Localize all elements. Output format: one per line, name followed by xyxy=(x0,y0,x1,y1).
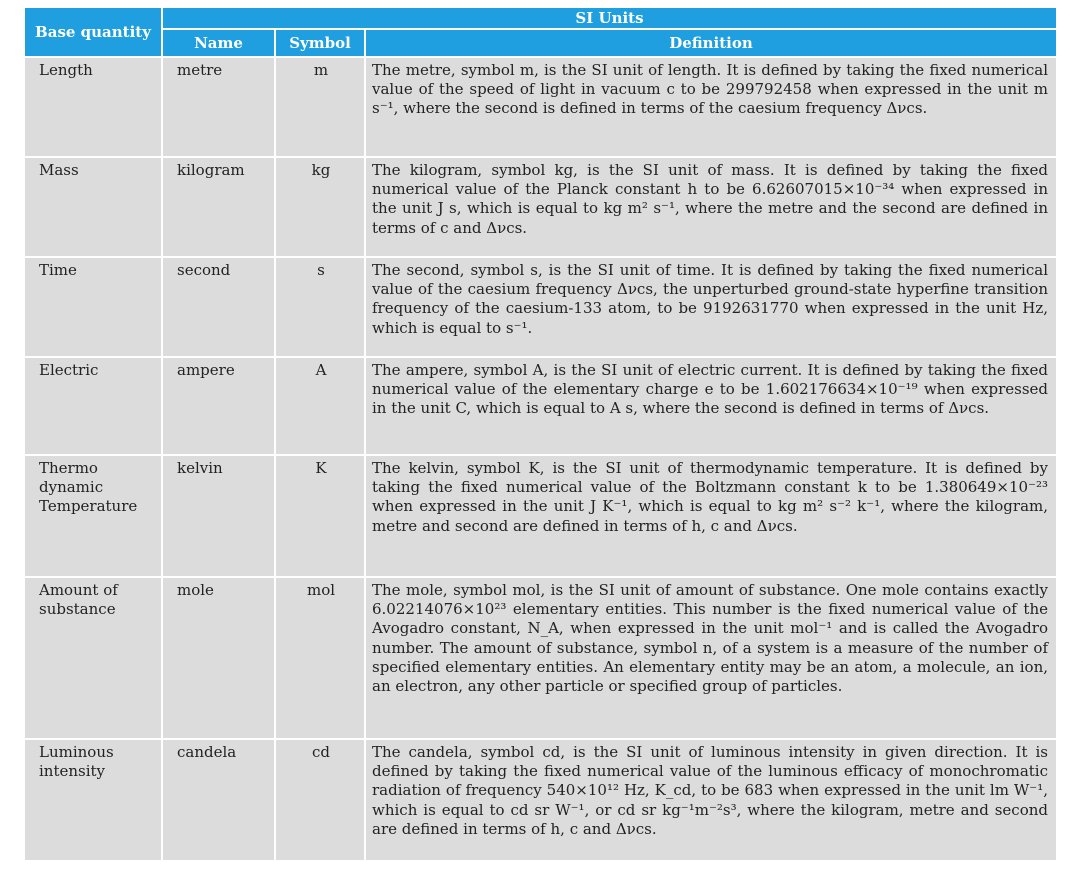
si-units-table-container xyxy=(25,8,1057,880)
quantity-cell: Luminous intensity xyxy=(25,739,162,861)
unit-name-cell: metre xyxy=(162,57,275,157)
definition-cell: The second, symbol s, is the SI unit of time. It is defined by taking the fixed numerical value of the caesium frequency Δνcs, the unperturbed ground-state hyperfine transition frequency of the caesium-133 atom, to be 9192631770 when expressed in the unit Hz, which is equal to s⁻¹. xyxy=(365,257,1057,357)
quantity-cell: Mass xyxy=(25,157,162,257)
quantity-cell: Electric xyxy=(25,357,162,455)
header-si-units: SI Units xyxy=(162,8,1057,29)
header-row-top xyxy=(25,8,1057,29)
unit-symbol-cell: m xyxy=(275,57,365,157)
header-row-sub xyxy=(25,29,1057,57)
unit-name-cell: kilogram xyxy=(162,157,275,257)
table-row xyxy=(25,157,1057,257)
unit-name-cell: second xyxy=(162,257,275,357)
unit-name-cell: candela xyxy=(162,739,275,861)
definition-cell: The mole, symbol mol, is the SI unit of amount of substance. One mole contains exactly 6.02214076×10²³ elementary entities. This number is the fixed numerical value of the Avogadro constant, N_A, when expressed in the unit mol⁻¹ and is called the Avogadro number. The amount of substance, symbol n, of a system is a measure of the number of specified elementary entities. An elementary entity may be an atom, a molecule, an ion, an electron, any other particle or specified group of particles. xyxy=(365,577,1057,739)
header-symbol: Symbol xyxy=(275,29,365,57)
quantity-cell: Length xyxy=(25,57,162,157)
unit-name-cell: mole xyxy=(162,577,275,739)
table-row xyxy=(25,739,1057,861)
quantity-cell: Time xyxy=(25,257,162,357)
definition-cell: The kelvin, symbol K, is the SI unit of thermodynamic temperature. It is defined by taking the fixed numerical value of the Boltzmann constant k to be 1.380649×10⁻²³ when expressed in the unit J K⁻¹, which is equal to kg m² s⁻² k⁻¹, where the kilogram, metre and second are defined in terms of h, c and Δνcs. xyxy=(365,455,1057,577)
unit-symbol-cell: A xyxy=(275,357,365,455)
table-row xyxy=(25,57,1057,157)
header-name: Name xyxy=(162,29,275,57)
table-row xyxy=(25,257,1057,357)
header-base-quantity: Base quantity xyxy=(25,8,162,57)
unit-name-cell: kelvin xyxy=(162,455,275,577)
quantity-cell: Thermo dynamic Temperature xyxy=(25,455,162,577)
definition-cell: The metre, symbol m, is the SI unit of length. It is defined by taking the fixed numerical value of the speed of light in vacuum c to be 299792458 when expressed in the unit m s⁻¹, where the second is defined in terms of the caesium frequency Δνcs. xyxy=(365,57,1057,157)
unit-name-cell: ampere xyxy=(162,357,275,455)
definition-cell: The candela, symbol cd, is the SI unit of luminous intensity in given direction. It is defined by taking the fixed numerical value of the luminous efficacy of monochromatic radiation of frequency 540×10¹² Hz, K_cd, to be 683 when expressed in the unit lm W⁻¹, which is equal to cd sr W⁻¹, or cd sr kg⁻¹m⁻²s³, where the kilogram, metre and second are defined in terms of h, c and Δνcs. xyxy=(365,739,1057,861)
table-row xyxy=(25,357,1057,455)
table-row xyxy=(25,455,1057,577)
definition-cell: The ampere, symbol A, is the SI unit of electric current. It is defined by taking the fixed numerical value of the elementary charge e to be 1.602176634×10⁻¹⁹ when expressed in the unit C, which is equal to A s, where the second is defined in terms of Δνcs. xyxy=(365,357,1057,455)
definition-cell: The kilogram, symbol kg, is the SI unit of mass. It is defined by taking the fixed numerical value of the Planck constant h to be 6.62607015×10⁻³⁴ when expressed in the unit J s, which is equal to kg m² s⁻¹, where the metre and the second are defined in terms of c and Δνcs. xyxy=(365,157,1057,257)
unit-symbol-cell: mol xyxy=(275,577,365,739)
table-row xyxy=(25,577,1057,739)
unit-symbol-cell: kg xyxy=(275,157,365,257)
quantity-cell: Amount of substance xyxy=(25,577,162,739)
unit-symbol-cell: s xyxy=(275,257,365,357)
si-units-table xyxy=(25,8,1058,862)
unit-symbol-cell: cd xyxy=(275,739,365,861)
unit-symbol-cell: K xyxy=(275,455,365,577)
header-definition: Definition xyxy=(365,29,1057,57)
